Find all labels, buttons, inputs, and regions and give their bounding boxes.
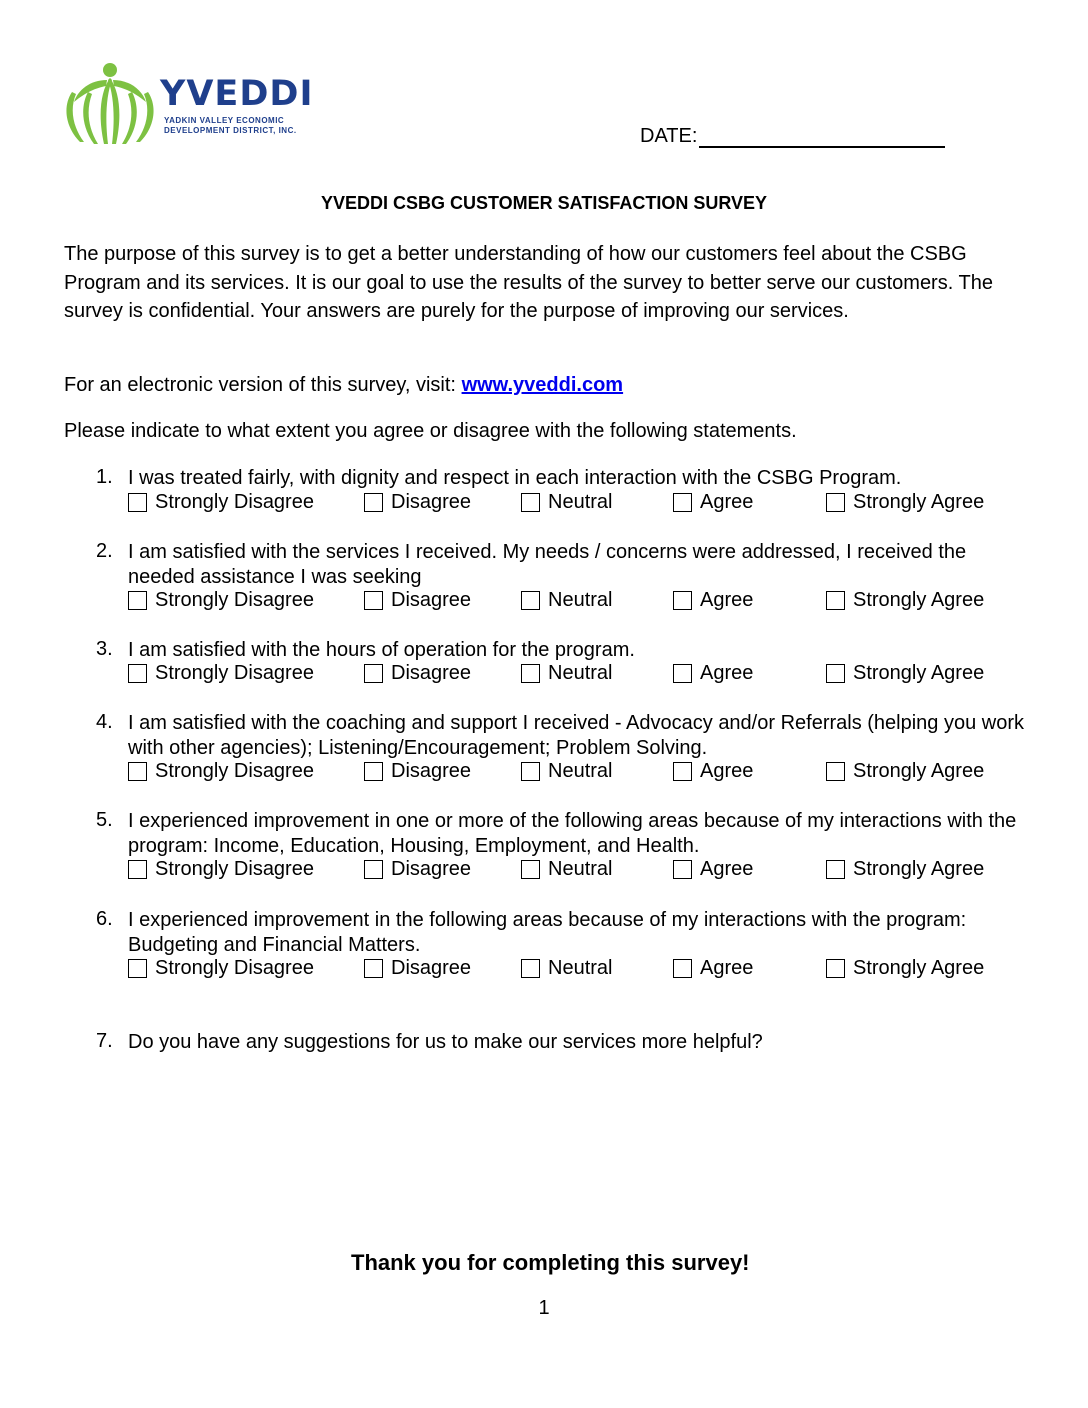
rating-option-label: Agree xyxy=(700,491,754,513)
checkbox[interactable] xyxy=(364,664,383,683)
page-number: 1 xyxy=(538,1297,550,1319)
rating-option-label: Disagree xyxy=(391,957,472,979)
rating-option[interactable] xyxy=(521,760,612,783)
rating-option-label: Strongly Disagree xyxy=(155,957,314,979)
website-link[interactable]: www.yveddi.com xyxy=(461,374,624,396)
rating-option[interactable] xyxy=(128,491,314,514)
rating-option-label: Strongly Disagree xyxy=(155,491,314,513)
rating-option[interactable] xyxy=(364,858,471,881)
checkbox[interactable] xyxy=(826,664,845,683)
yveddi-logo xyxy=(60,62,325,147)
logo-name: YVEDDI xyxy=(160,74,314,114)
checkbox[interactable] xyxy=(826,591,845,610)
rating-options xyxy=(128,957,1033,981)
checkbox[interactable] xyxy=(673,860,692,879)
question-text: I experienced improvement in the following areas because of my interactions with the program: Budgeting and Financial Matters. xyxy=(128,909,967,956)
logo-subtitle-line2: DEVELOPMENT DISTRICT, INC. xyxy=(164,126,297,135)
rating-option-label: Neutral xyxy=(548,589,613,611)
question-text: I am satisfied with the coaching and support I received - Advocacy and/or Referrals (helping you work with other agencies); Listening/Encouragement; Problem Solving. xyxy=(128,712,1025,759)
rating-option-label: Strongly Agree xyxy=(853,858,985,880)
rating-options xyxy=(128,589,1033,613)
checkbox[interactable] xyxy=(826,860,845,879)
checkbox[interactable] xyxy=(128,959,147,978)
rating-option-label: Neutral xyxy=(548,957,613,979)
checkbox[interactable] xyxy=(826,762,845,781)
rating-option[interactable] xyxy=(826,589,984,612)
rating-option-label: Agree xyxy=(700,760,754,782)
checkbox[interactable] xyxy=(521,591,540,610)
checkbox[interactable] xyxy=(364,591,383,610)
checkbox[interactable] xyxy=(673,591,692,610)
checkbox[interactable] xyxy=(128,493,147,512)
rating-option[interactable] xyxy=(521,957,612,980)
question-number: 4. xyxy=(96,711,113,733)
logo-subtitle-line1: YADKIN VALLEY ECONOMIC xyxy=(164,116,285,125)
rating-option[interactable] xyxy=(673,589,753,612)
question-text: I was treated fairly, with dignity and respect in each interaction with the CSBG Program. xyxy=(128,467,902,489)
checkbox[interactable] xyxy=(673,493,692,512)
rating-option[interactable] xyxy=(826,858,984,881)
checkbox[interactable] xyxy=(128,591,147,610)
rating-option[interactable] xyxy=(364,589,471,612)
question-number: 5. xyxy=(96,809,113,831)
rating-options xyxy=(128,491,1033,515)
rating-option[interactable] xyxy=(521,662,612,685)
logo-subtitle xyxy=(164,116,297,136)
question-text: Do you have any suggestions for us to make our services more helpful? xyxy=(128,1031,763,1053)
rating-option[interactable] xyxy=(128,858,314,881)
rating-option-label: Strongly Disagree xyxy=(155,589,314,611)
survey-title: YVEDDI CSBG CUSTOMER SATISFACTION SURVEY xyxy=(320,193,768,213)
rating-option-label: Strongly Disagree xyxy=(155,662,314,684)
rating-option-label: Strongly Agree xyxy=(853,957,985,979)
question-number: 7. xyxy=(96,1030,113,1052)
rating-option-label: Neutral xyxy=(548,662,613,684)
rating-option[interactable] xyxy=(521,858,612,881)
checkbox[interactable] xyxy=(673,762,692,781)
rating-option-label: Neutral xyxy=(548,858,613,880)
checkbox[interactable] xyxy=(521,493,540,512)
checkbox[interactable] xyxy=(364,860,383,879)
rating-option[interactable] xyxy=(673,957,753,980)
rating-option-label: Strongly Agree xyxy=(853,662,985,684)
rating-option[interactable] xyxy=(826,491,984,514)
checkbox[interactable] xyxy=(128,860,147,879)
rating-option-label: Disagree xyxy=(391,858,472,880)
rating-option[interactable] xyxy=(673,858,753,881)
rating-option-label: Agree xyxy=(700,957,754,979)
intro-paragraph: The purpose of this survey is to get a better understanding of how our customers feel about the CSBG Program and its services. It is our goal to use the results of the survey to better serve our customers. The survey is confidential. Your answers are purely for the purpose of improving our services. xyxy=(64,243,993,322)
people-leaves-logo-icon xyxy=(60,62,160,147)
rating-option[interactable] xyxy=(673,491,753,514)
question-number: 3. xyxy=(96,638,113,660)
rating-options xyxy=(128,858,1033,882)
rating-option-label: Agree xyxy=(700,589,754,611)
rating-option[interactable] xyxy=(128,589,314,612)
rating-option-label: Neutral xyxy=(548,760,613,782)
electronic-version-text: For an electronic version of this survey, visit: xyxy=(64,374,462,396)
rating-options xyxy=(128,662,1033,686)
rating-option[interactable] xyxy=(128,662,314,685)
rating-option-label: Strongly Agree xyxy=(853,760,985,782)
rating-option[interactable] xyxy=(128,760,314,783)
question-text: I am satisfied with the hours of operation for the program. xyxy=(128,639,635,661)
rating-option-label: Neutral xyxy=(548,491,613,513)
checkbox[interactable] xyxy=(364,959,383,978)
rating-option[interactable] xyxy=(521,589,612,612)
rating-option-label: Disagree xyxy=(391,491,472,513)
checkbox[interactable] xyxy=(826,959,845,978)
rating-options xyxy=(128,760,1033,784)
rating-option-label: Agree xyxy=(700,858,754,880)
rating-option[interactable] xyxy=(826,957,984,980)
question-number: 1. xyxy=(96,466,113,488)
rating-option[interactable] xyxy=(826,760,984,783)
checkbox[interactable] xyxy=(128,664,147,683)
rating-option-label: Agree xyxy=(700,662,754,684)
checkbox[interactable] xyxy=(521,959,540,978)
rating-option-label: Disagree xyxy=(391,662,472,684)
rating-option[interactable] xyxy=(364,957,471,980)
checkbox[interactable] xyxy=(673,664,692,683)
rating-option-label: Disagree xyxy=(391,589,472,611)
checkbox[interactable] xyxy=(364,493,383,512)
rating-option[interactable] xyxy=(673,760,753,783)
rating-option-label: Strongly Disagree xyxy=(155,760,314,782)
checkbox[interactable] xyxy=(128,762,147,781)
rating-option[interactable] xyxy=(128,957,314,980)
date-field xyxy=(640,124,945,148)
checkbox[interactable] xyxy=(521,664,540,683)
rating-option-label: Disagree xyxy=(391,760,472,782)
rating-option[interactable] xyxy=(826,662,984,685)
checkbox[interactable] xyxy=(521,762,540,781)
date-label: DATE: xyxy=(640,125,698,147)
question-text: I experienced improvement in one or more of the following areas because of my interactions with the program: Income, Education, Housing, Employment, and Health. xyxy=(128,810,1017,857)
electronic-version-line xyxy=(64,371,994,400)
rating-option-label: Strongly Agree xyxy=(853,589,985,611)
checkbox[interactable] xyxy=(521,860,540,879)
instructions: Please indicate to what extent you agree or disagree with the following statements. xyxy=(64,420,797,442)
question-number: 6. xyxy=(96,908,113,930)
rating-option[interactable] xyxy=(673,662,753,685)
rating-option[interactable] xyxy=(364,760,471,783)
rating-option[interactable] xyxy=(364,491,471,514)
checkbox[interactable] xyxy=(673,959,692,978)
rating-option-label: Strongly Agree xyxy=(853,491,985,513)
checkbox[interactable] xyxy=(364,762,383,781)
rating-option-label: Strongly Disagree xyxy=(155,858,314,880)
question-number: 2. xyxy=(96,540,113,562)
checkbox[interactable] xyxy=(826,493,845,512)
rating-option[interactable] xyxy=(364,662,471,685)
thank-you-message: Thank you for completing this survey! xyxy=(351,1250,750,1275)
question-text: I am satisfied with the services I received. My needs / concerns were addressed, I received the needed assistance I was seeking xyxy=(128,541,967,588)
date-input-line[interactable] xyxy=(699,124,945,148)
rating-option[interactable] xyxy=(521,491,612,514)
